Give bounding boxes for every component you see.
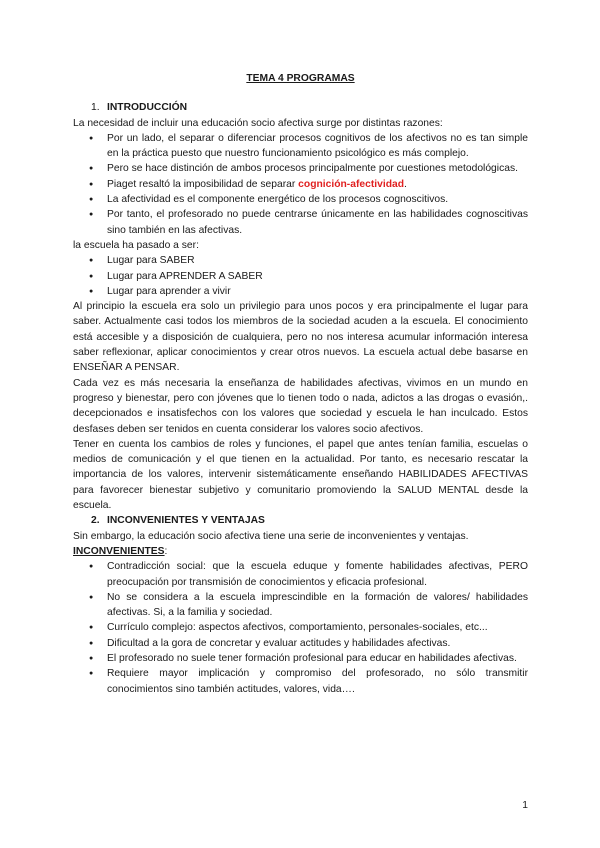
section-1-heading <box>91 100 528 115</box>
section-2-heading <box>91 513 528 528</box>
paragraph: Al principio la escuela era solo un privilegio para unos pocos y era principalmente el lugar para saber. Actualmente casi todos los miembros de la sociedad acuden a la escuela. El conocimiento está accesible y a disposición de cualquiera, pero no nos interesa acumular información interesa saber reflexionar, aplicar conocimientos y crear otros nuevos. La escuela actual debe basarse en ENSEÑAR A PENSAR. <box>73 301 528 374</box>
paragraph: Tener en cuenta los cambios de roles y funciones, el papel que antes tenían familia, escuelas o medios de comunicación y el que tienen en la actualidad. Por tanto, es necesario rescatar la importancia de los valores, intervenir sistemáticamente enseñando HABILIDADES AFECTIVAS para favorecer bienestar subjetivo y comunitario promoviendo la SALUD MENTAL desde la escuela. <box>73 438 528 512</box>
list-item: ● Por tanto, el profesorado no puede centrarse únicamente en las habilidades cognoscitivas sino también en las afectivas. <box>73 207 528 238</box>
list-item: ● Currículo complejo: aspectos afectivos, comportamiento, personales-sociales, etc... <box>73 620 528 635</box>
list-item: ● Contradicción social: que la escuela eduque y fomente habilidades afectivas, PERO preocupación por transmisión de conocimientos y eficacia profesional. <box>73 559 528 590</box>
section-1-intro: La necesidad de incluir una educación socio afectiva surge por distintas razones: <box>73 117 443 129</box>
label-colon: : <box>164 545 168 557</box>
inconvenientes-label-line <box>73 544 528 559</box>
piaget-text: Piaget resaltó la imposibilidad de separar <box>107 178 299 190</box>
section-2-number: 2. <box>91 515 100 527</box>
list-item: ● Lugar para APRENDER A SABER <box>73 269 528 284</box>
list-item: ● Lugar para SABER <box>73 253 528 268</box>
list-item: ● Pero se hace distinción de ambos procesos principalmente por cuestiones metodológicas. <box>73 161 528 176</box>
section-1-list <box>73 131 528 238</box>
piaget-end: . <box>404 178 407 190</box>
list-item: ● Por un lado, el separar o diferenciar procesos cognitivos de los afectivos no es tan simple en la práctica puesto que nuestro funcionamiento psicológico es más complejo. <box>73 131 528 162</box>
paragraph: Cada vez es más necesaria la enseñanza de habilidades afectivas, vivimos en un mundo en progreso y bienestar, pero con jóvenes que lo tienen todo o nada, adictos a las drogas o evasión,. decepcionados e insatisfechos con los valores que sociedad y escuela le han inculcado. Estos desfases deben ser tenidos en cuenta considerar los valores socio afectivos. <box>73 377 528 435</box>
list-item: ● Dificultad a la gora de concretar y evaluar actitudes y habilidades afectivas. <box>73 636 528 651</box>
highlighted-term: cognición-afectividad <box>298 178 405 190</box>
school-list <box>73 253 528 299</box>
page-number: 1 <box>522 800 528 811</box>
page-content <box>73 71 528 697</box>
school-intro: la escuela ha pasado a ser: <box>73 239 199 251</box>
list-item: ● No se considera a la escuela imprescindible en la formación de valores/ habilidades afectivas. Si, a la familia y sociedad. <box>73 590 528 621</box>
document-title: TEMA 4 PROGRAMAS <box>246 73 355 84</box>
section-2-title: INCONVENIENTES Y VENTAJAS <box>107 515 265 527</box>
list-item-piaget <box>73 177 528 192</box>
section-1-title: INTRODUCCIÓN <box>107 102 188 114</box>
list-item: ● La afectividad es el componente energético de los procesos cognoscitivos. <box>73 192 528 207</box>
section-1-number: 1. <box>91 102 100 114</box>
list-item: ● Requiere mayor implicación y compromiso del profesorado, no sólo transmitir conocimientos sino también actitudes, valores, vida…. <box>73 666 528 697</box>
inconvenientes-list <box>73 559 528 697</box>
inconvenientes-label: INCONVENIENTES <box>73 545 165 557</box>
list-item: ● El profesorado no suele tener formación profesional para educar en habilidades afectivas. <box>73 651 528 666</box>
section-2-intro: Sin embargo, la educación socio afectiva tiene una serie de inconvenientes y ventajas. <box>73 530 469 542</box>
list-item: ● Lugar para aprender a vivir <box>73 284 528 299</box>
